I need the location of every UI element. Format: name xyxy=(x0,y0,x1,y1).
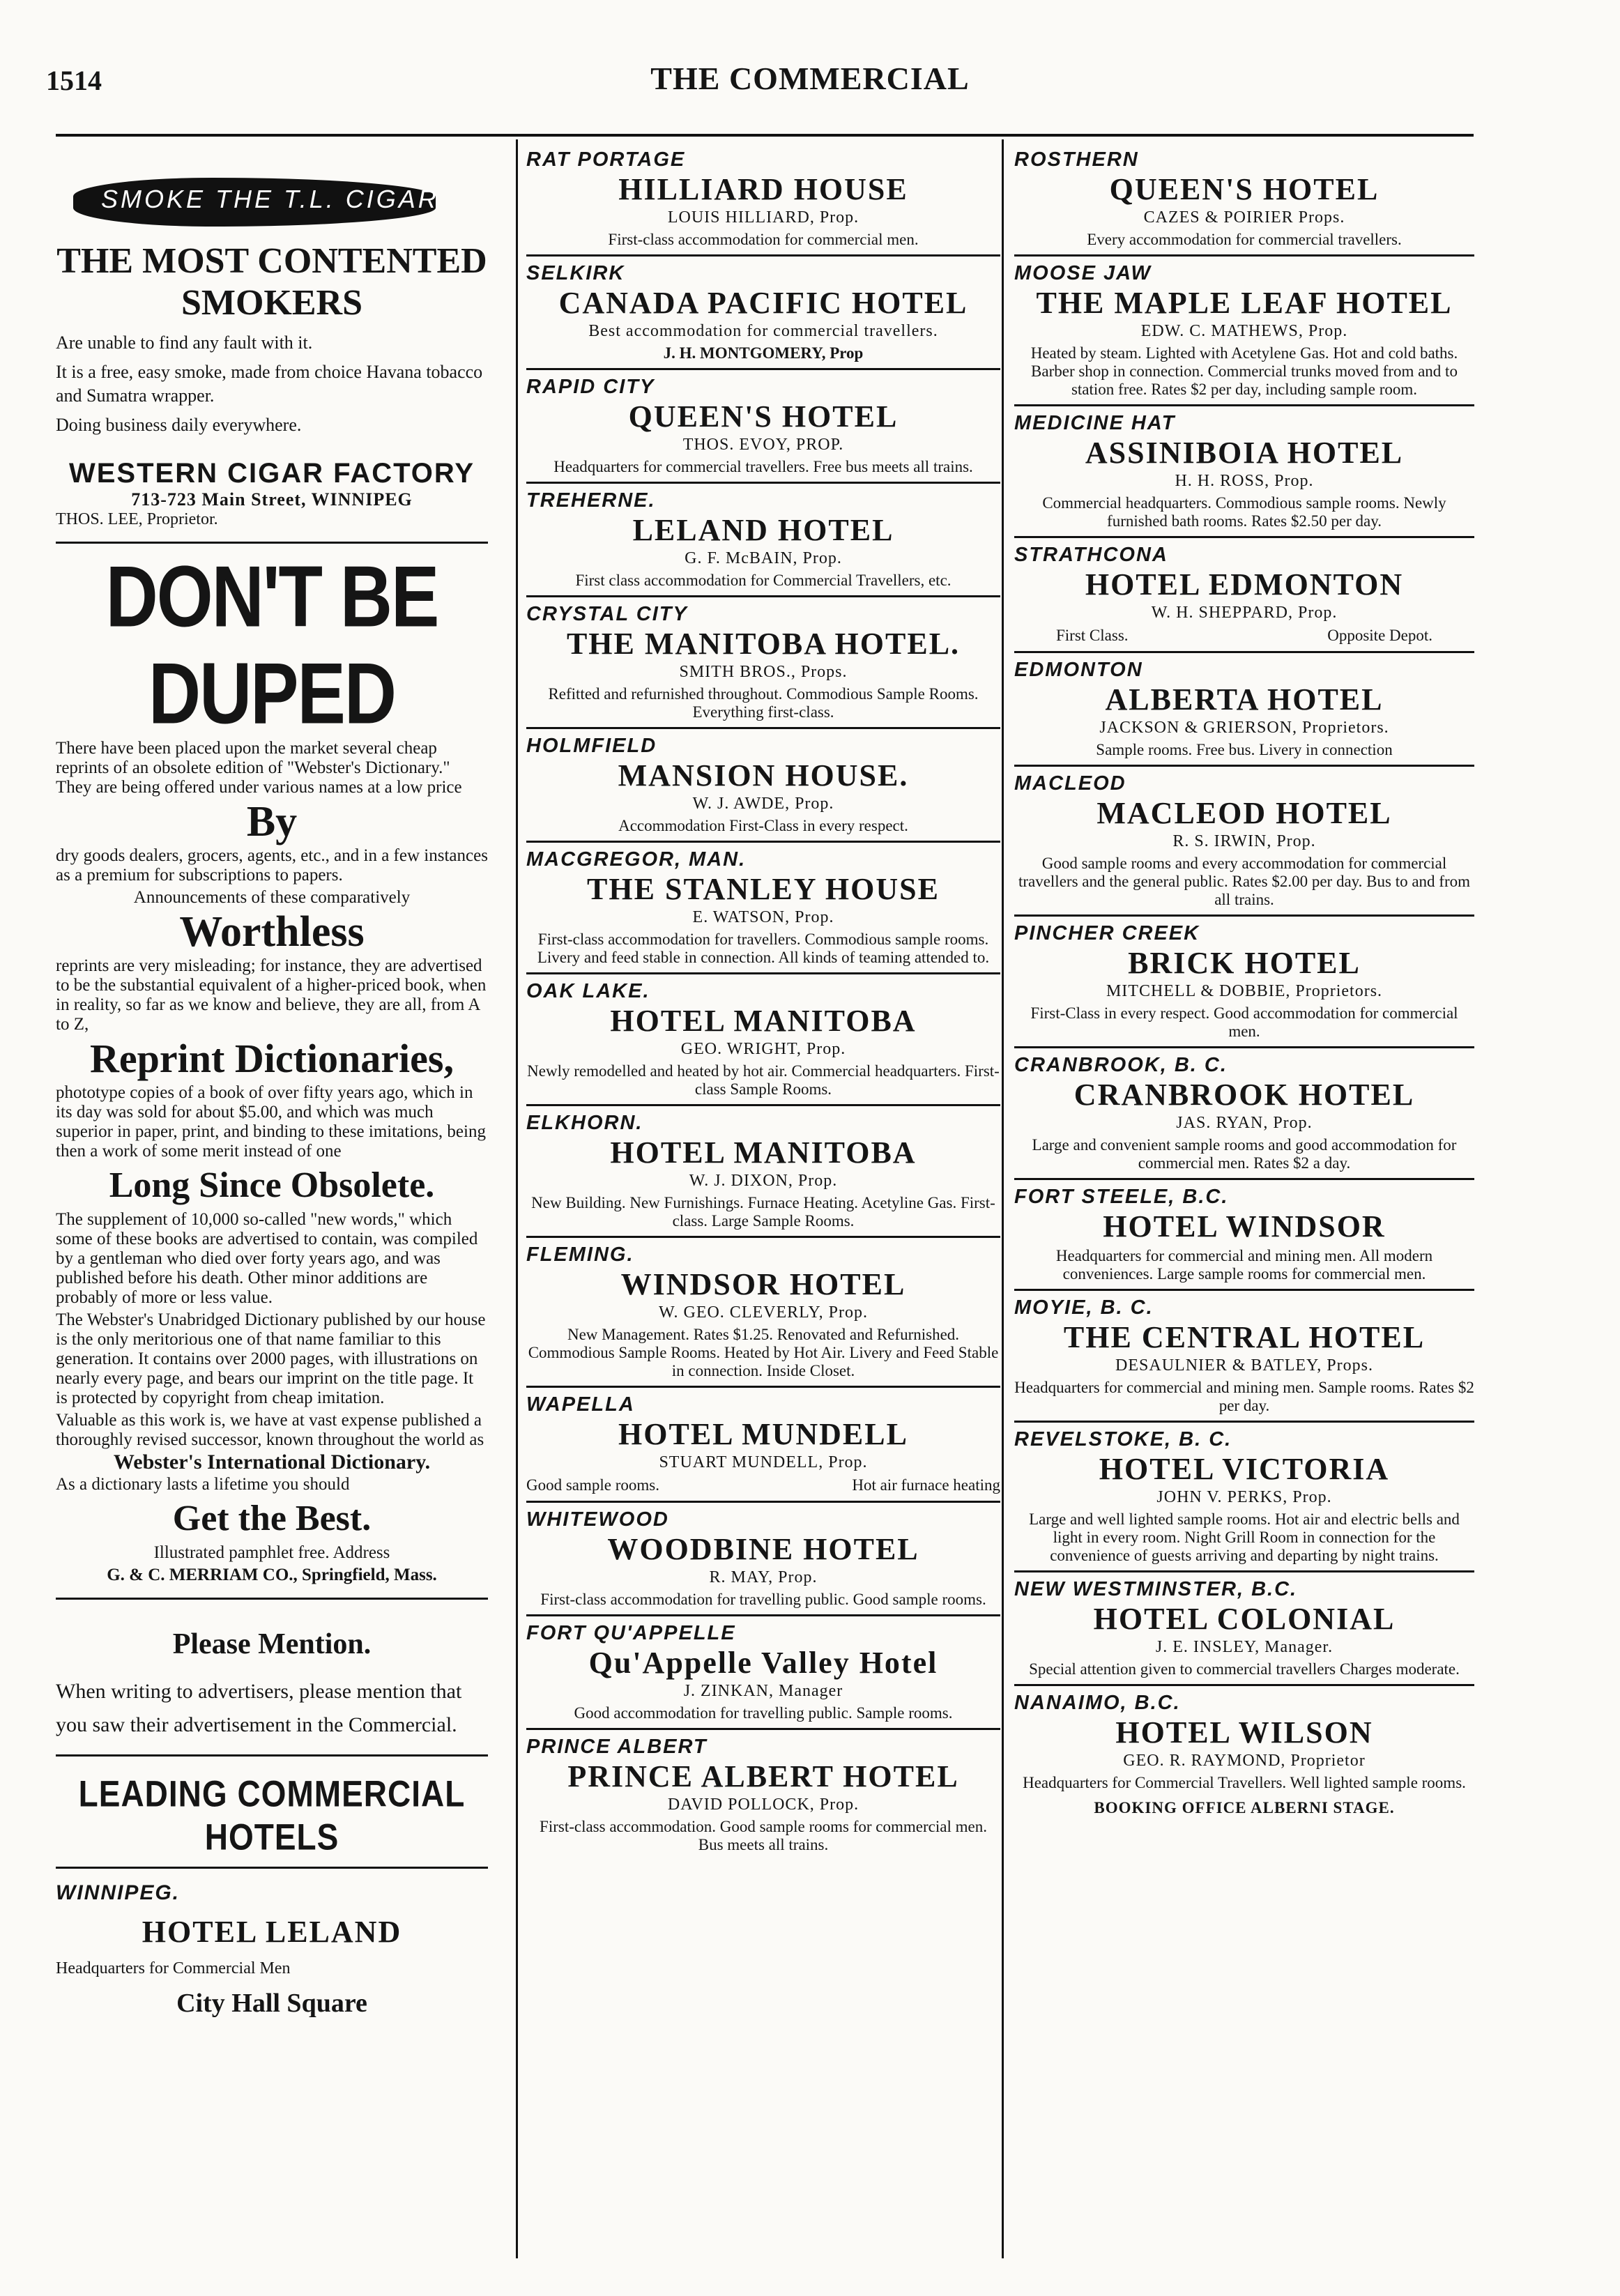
winnipeg-hotel: HOTEL LELAND xyxy=(142,1915,402,1949)
hotel-listing xyxy=(526,370,1000,484)
listing-hotel: THE STANLEY HOUSE xyxy=(587,872,940,906)
listing-description: New Building. New Furnishings. Furnace Heating. Acetyline Gas. First-class. Large Sample Rooms. xyxy=(531,1194,995,1230)
listing-description: Refitted and refurnished throughout. Commodious Sample Rooms. Everything first-class. xyxy=(548,685,979,721)
listing-hotel: HOTEL MANITOBA xyxy=(610,1135,917,1170)
listing-proprietor: SMITH BROS., Props. xyxy=(679,663,848,681)
listing-hotel: THE MANITOBA HOTEL. xyxy=(566,627,961,661)
listing-hotel: THE CENTRAL HOTEL xyxy=(1063,1320,1426,1354)
cigar-logo xyxy=(59,171,450,234)
listing-hotel: MANSION HOUSE. xyxy=(618,758,909,793)
hotel-listing xyxy=(1014,538,1474,653)
listing-hotel: HOTEL MANITOBA xyxy=(610,1004,917,1038)
listing-proprietor: J. E. INSLEY, Manager. xyxy=(1155,1638,1334,1656)
listing-proprietor: JOHN V. PERKS, Prop. xyxy=(1156,1488,1332,1506)
listing-description: Good accommodation for travelling public. Sample rooms. xyxy=(574,1704,953,1722)
hotel-listing xyxy=(1014,1572,1474,1686)
cigar-firm: WESTERN CIGAR FACTORY xyxy=(68,458,475,489)
hotel-listing xyxy=(1014,767,1474,917)
listing-hotel: THE MAPLE LEAF HOTEL xyxy=(1036,286,1453,320)
listing-city: STRATHCONA xyxy=(1014,544,1168,566)
hotel-listing xyxy=(1014,1291,1474,1423)
listing-hotel: WINDSOR HOTEL xyxy=(620,1267,906,1301)
listing-city: CRYSTAL CITY xyxy=(526,603,688,625)
section-rule xyxy=(56,1867,488,1869)
listing-proprietor: THOS. EVOY, PROP. xyxy=(682,436,844,454)
listing-description: Large and well lighted sample rooms. Hot air and electric bells and light in every room. Night Grill Room in connection for the convenience of guests arriving and departing by night trains. xyxy=(1029,1510,1460,1564)
section-rule xyxy=(56,542,488,544)
hotel-listing xyxy=(526,597,1000,729)
please-mention-text: When writing to advertisers, please mention that you saw their advertisement in the Commercial. xyxy=(56,1680,462,1736)
column-right xyxy=(1014,143,1474,2276)
listing-features xyxy=(526,1476,1000,1495)
hotel-listing xyxy=(1014,1180,1474,1291)
top-rule xyxy=(56,134,1474,137)
listing-hotel: BRICK HOTEL xyxy=(1128,946,1361,980)
listing-hotel: ALBERTA HOTEL xyxy=(1105,682,1384,717)
duped-text-6: The supplement of 10,000 so-called "new words," which some of these books are advertised to contain, was compiled by a gentleman who died over forty years ago, and was published before his death. Other minor additions are probably of more or less value. xyxy=(56,1210,478,1307)
listing-proprietor: DAVID POLLOCK, Prop. xyxy=(667,1796,859,1814)
listing-description: First-class accommodation for commercial men. xyxy=(608,231,919,248)
listing-description: First-Class in every respect. Good accommodation for commercial men. xyxy=(1030,1004,1458,1040)
listing-proprietor: G. F. McBAIN, Prop. xyxy=(685,549,842,567)
duped-text-2: dry goods dealers, grocers, agents, etc., and in a few instances as a premium for subscriptions to papers. xyxy=(56,846,488,885)
leading-hotels-title: LEADING COMMERCIAL HOTELS xyxy=(78,1773,466,1858)
listing-city: OAK LAKE. xyxy=(526,980,650,1002)
listing-description: First-class accommodation. Good sample rooms for commercial men. Bus meets all trains. xyxy=(540,1818,987,1853)
listing-city: FORT STEELE, B.C. xyxy=(1014,1186,1229,1208)
cigar-text-1: Are unable to find any fault with it. xyxy=(56,332,313,353)
duped-text-7: The Webster's Unabridged Dictionary published by our house is the only meritorious one of that name familiar to this generation. It contains over 2000 pages, with illustrations on nearly every page, and bears our imprint on the title page. It is protected by copyright from cheap imitation. xyxy=(56,1310,486,1407)
listing-description: First class accommodation for Commercial Travellers, etc. xyxy=(575,572,952,589)
listing-hotel: CANADA PACIFIC HOTEL xyxy=(558,286,968,320)
listing-city: FLEMING. xyxy=(526,1243,634,1266)
listing-hotel: HOTEL COLONIAL xyxy=(1093,1602,1396,1636)
listing-city: ROSTHERN xyxy=(1014,148,1139,171)
listing-proprietor: STUART MUNDELL, Prop. xyxy=(659,1453,868,1471)
column-divider xyxy=(1002,139,1004,2258)
listing-city: WHITEWOOD xyxy=(526,1508,669,1531)
duped-worthless: Worthless xyxy=(179,908,365,956)
listing-proprietor: EDW. C. MATHEWS, Prop. xyxy=(1140,322,1348,340)
cigar-text-3: Doing business daily everywhere. xyxy=(56,415,302,435)
listing-description: Accommodation First-Class in every respect. xyxy=(618,817,908,834)
listing-city: NEW WESTMINSTER, B.C. xyxy=(1014,1578,1298,1600)
duped-text-3: Announcements of these comparatively xyxy=(133,888,411,907)
listing-hotel: PRINCE ALBERT HOTEL xyxy=(567,1759,959,1793)
listing-description: Good sample rooms and every accommodation for commercial travellers and the general public. Rates $2.00 per day. Bus to and from all trains. xyxy=(1018,855,1471,908)
listing-city: HOLMFIELD xyxy=(526,735,657,757)
listing-hotel: CRANBROOK HOTEL xyxy=(1073,1078,1415,1112)
listing-description: Commercial headquarters. Commodious sample rooms. Newly furnished bath rooms. Rates $2.50 per day. xyxy=(1042,494,1446,530)
listing-description: Sample rooms. Free bus. Livery in connection xyxy=(1096,741,1393,758)
listing-hotel: HOTEL EDMONTON xyxy=(1085,567,1404,602)
listing-proprietor: R. MAY, Prop. xyxy=(709,1568,818,1586)
hotel-listing xyxy=(526,1503,1000,1616)
hotel-listing xyxy=(1014,1048,1474,1180)
listing-city: MOOSE JAW xyxy=(1014,262,1152,284)
listing-proprietor: H. H. ROSS, Prop. xyxy=(1175,472,1314,490)
duped-reprint: Reprint Dictionaries, xyxy=(90,1036,454,1081)
listing-city: ELKHORN. xyxy=(526,1112,643,1134)
listing-proprietor: MITCHELL & DOBBIE, Proprietors. xyxy=(1106,982,1383,1000)
listing-description: Headquarters for commercial and mining men. Sample rooms. Rates $2 per day. xyxy=(1014,1379,1474,1414)
listing-hotel: WOODBINE HOTEL xyxy=(607,1532,919,1566)
section-rule xyxy=(56,1598,488,1600)
listing-proprietor: E. WATSON, Prop. xyxy=(692,908,834,926)
listing-city: WAPELLA xyxy=(526,1393,635,1416)
listing-description: Headquarters for Commercial Travellers. Well lighted sample rooms. xyxy=(1023,1774,1466,1791)
hotel-listing xyxy=(1014,406,1474,538)
hotel-listing xyxy=(1014,143,1474,257)
listing-extra: BOOKING OFFICE ALBERNI STAGE. xyxy=(1094,1799,1395,1816)
listing-hotel: HOTEL WILSON xyxy=(1115,1715,1373,1750)
listing-proprietor: J. ZINKAN, Manager xyxy=(683,1682,843,1700)
listing-features xyxy=(1014,626,1474,645)
duped-headline: DON'T BE DUPED xyxy=(105,548,438,743)
duped-text-9: As a dictionary lasts a lifetime you should xyxy=(56,1475,350,1494)
listing-hotel: ASSINIBOIA HOTEL xyxy=(1085,436,1404,470)
listing-city: MACGREGOR, MAN. xyxy=(526,848,747,871)
cigar-text-2: It is a free, easy smoke, made from choice Havana tobacco and Sumatra wrapper. xyxy=(56,362,483,406)
listing-city: NANAIMO, B.C. xyxy=(1014,1692,1181,1714)
please-mention-title: Please Mention. xyxy=(172,1628,372,1660)
duped-by: By xyxy=(246,798,298,845)
listing-description: Every accommodation for commercial travellers. xyxy=(1087,231,1402,248)
hotel-listing xyxy=(526,257,1000,370)
listing-proprietor: CAZES & POIRIER Props. xyxy=(1143,208,1345,227)
listing-proprietor: R. S. IRWIN, Prop. xyxy=(1172,832,1316,850)
listing-city: MEDICINE HAT xyxy=(1014,412,1176,434)
listing-hotel: QUEEN'S HOTEL xyxy=(628,399,899,434)
hotel-listing xyxy=(526,1238,1000,1388)
duped-text-1: There have been placed upon the market several cheap reprints of an obsolete edition of "Webster's Dictionary." They are being offered under various names at a low price xyxy=(56,739,462,797)
listing-city: MOYIE, B. C. xyxy=(1014,1296,1154,1319)
duped-text-4: reprints are very misleading; for instance, they are advertised to be the substantial equivalent of a higher-priced book, when in reality, so far as we know and believe, they are all, from A to Z, xyxy=(56,956,487,1034)
hotel-listing xyxy=(526,484,1000,597)
listing-description: First-class accommodation for travelling public. Good sample rooms. xyxy=(540,1591,986,1608)
listing-description: Special attention given to commercial travellers Charges moderate. xyxy=(1029,1660,1460,1678)
listing-proprietor: GEO. R. RAYMOND, Proprietor xyxy=(1123,1752,1366,1770)
listing-proprietor: Best accommodation for commercial travellers. xyxy=(588,322,938,340)
running-title: THE COMMERCIAL xyxy=(650,61,970,96)
listing-proprietor: JACKSON & GRIERSON, Proprietors. xyxy=(1099,719,1389,737)
duped-intl: Webster's International Dictionary. xyxy=(113,1451,431,1474)
listing-proprietor: LOUIS HILLIARD, Prop. xyxy=(667,208,859,227)
duped-best: Get the Best. xyxy=(172,1499,372,1538)
cigar-headline: THE MOST CONTENTED SMOKERS xyxy=(56,241,487,323)
hotel-listing xyxy=(1014,1686,1474,1823)
listing-hotel: Qu'Appelle Valley Hotel xyxy=(588,1646,938,1680)
hotel-listing xyxy=(1014,257,1474,406)
listing-proprietor: W. GEO. CLEVERLY, Prop. xyxy=(659,1303,868,1322)
duped-text-10: Illustrated pamphlet free. Address xyxy=(153,1543,390,1562)
listing-hotel: MACLEOD HOTEL xyxy=(1096,796,1392,830)
listing-description: Large and convenient sample rooms and good accommodation for commercial men. Rates $2 a day. xyxy=(1032,1136,1457,1172)
duped-text-8: Valuable as this work is, we have at vast expense published a thoroughly revised successor, known throughout the world as xyxy=(56,1411,484,1449)
cigar-text: SMOKE THE T.L. CIGAR xyxy=(101,185,439,213)
listing-description: Heated by steam. Lighted with Acetylene Gas. Hot and cold baths. Barber shop in connection. Commercial trunks moved from and to station free. Rates $2 per day, including sample room. xyxy=(1030,344,1458,398)
listing-description: J. H. MONTGOMERY, Prop xyxy=(663,344,864,362)
hotel-listing xyxy=(526,729,1000,843)
hotel-listing xyxy=(526,1388,1000,1503)
section-rule xyxy=(56,1754,488,1757)
listing-description: Newly remodelled and heated by hot air. Commercial headquarters. First-class Sample Rooms. xyxy=(527,1062,1000,1098)
page-header xyxy=(0,0,1620,125)
listing-feature-left: Good sample rooms. xyxy=(526,1476,660,1494)
winnipeg-desc: Headquarters for Commercial Men xyxy=(56,1959,291,1977)
hotel-listing xyxy=(1014,653,1474,767)
listing-city: SELKIRK xyxy=(526,262,625,284)
hotel-listing xyxy=(526,143,1000,257)
winnipeg-city: WINNIPEG. xyxy=(56,1881,181,1904)
listing-hotel: HILLIARD HOUSE xyxy=(618,172,908,206)
hotel-listing xyxy=(526,1730,1000,1860)
listing-description: New Management. Rates $1.25. Renovated and Refurnished. Commodious Sample Rooms. Heated by Hot Air. Livery and Feed Stable in connection. Inside Closet. xyxy=(528,1326,999,1379)
listing-hotel: QUEEN'S HOTEL xyxy=(1109,172,1380,206)
duped-address: G. & C. MERRIAM CO., Springfield, Mass. xyxy=(107,1566,437,1584)
listing-proprietor: W. J. AWDE, Prop. xyxy=(692,795,834,813)
listing-hotel: HOTEL WINDSOR xyxy=(1103,1209,1386,1243)
hotel-listing xyxy=(526,1106,1000,1238)
winnipeg-location: City Hall Square xyxy=(176,1989,367,2018)
column-middle xyxy=(526,143,1000,2276)
listing-hotel: HOTEL MUNDELL xyxy=(618,1417,908,1451)
listing-proprietor: JAS. RYAN, Prop. xyxy=(1176,1114,1313,1132)
listing-proprietor: W. H. SHEPPARD, Prop. xyxy=(1151,604,1338,622)
hotel-listing xyxy=(526,843,1000,974)
listing-description: Headquarters for commercial travellers. Free bus meets all trains. xyxy=(553,458,973,475)
listing-description: First-class accommodation for travellers. Commodious sample rooms. Livery and feed stable in connection. All kinds of teaming attended to. xyxy=(537,931,990,966)
hotel-listing xyxy=(1014,1423,1474,1572)
column-left xyxy=(56,143,488,2276)
listing-proprietor: GEO. WRIGHT, Prop. xyxy=(680,1040,846,1058)
duped-obsolete: Long Since Obsolete. xyxy=(109,1165,435,1205)
hotel-listing xyxy=(1014,917,1474,1048)
listing-city: PINCHER CREEK xyxy=(1014,922,1200,944)
duped-text-5: phototype copies of a book of over fifty years ago, which in its day was sold for about $5.00, and which was much superior in paper, print, and binding to these imitations, being then a work of some merit instead of one xyxy=(56,1083,486,1161)
listing-proprietor: DESAULNIER & BATLEY, Props. xyxy=(1115,1356,1373,1375)
listing-hotel: LELAND HOTEL xyxy=(632,513,894,547)
listing-city: RAPID CITY xyxy=(526,376,655,398)
listing-city: REVELSTOKE, B. C. xyxy=(1014,1428,1232,1451)
column-divider xyxy=(516,139,518,2258)
listing-feature-right: Hot air furnace heating xyxy=(852,1476,1000,1494)
cigar-proprietor: THOS. LEE, Proprietor. xyxy=(56,510,218,528)
listing-feature-right: Opposite Depot. xyxy=(1327,627,1432,644)
listing-description: Headquarters for commercial and mining men. All modern conveniences. Large sample rooms for commercial men. xyxy=(1055,1247,1433,1283)
listing-city: EDMONTON xyxy=(1014,659,1143,681)
listing-hotel: HOTEL VICTORIA xyxy=(1099,1452,1390,1486)
listing-city: PRINCE ALBERT xyxy=(526,1736,708,1758)
page-number: 1514 xyxy=(46,65,102,96)
listing-proprietor: W. J. DIXON, Prop. xyxy=(689,1172,838,1190)
hotel-listing xyxy=(526,1616,1000,1730)
listing-city: TREHERNE. xyxy=(526,489,656,512)
listing-city: FORT QU'APPELLE xyxy=(526,1622,736,1644)
listing-feature-left: First Class. xyxy=(1056,627,1129,644)
listing-city: RAT PORTAGE xyxy=(526,148,686,171)
hotel-listing xyxy=(526,974,1000,1106)
listing-city: MACLEOD xyxy=(1014,772,1126,795)
cigar-address: 713-723 Main Street, WINNIPEG xyxy=(131,489,413,510)
listing-city: CRANBROOK, B. C. xyxy=(1014,1054,1228,1076)
